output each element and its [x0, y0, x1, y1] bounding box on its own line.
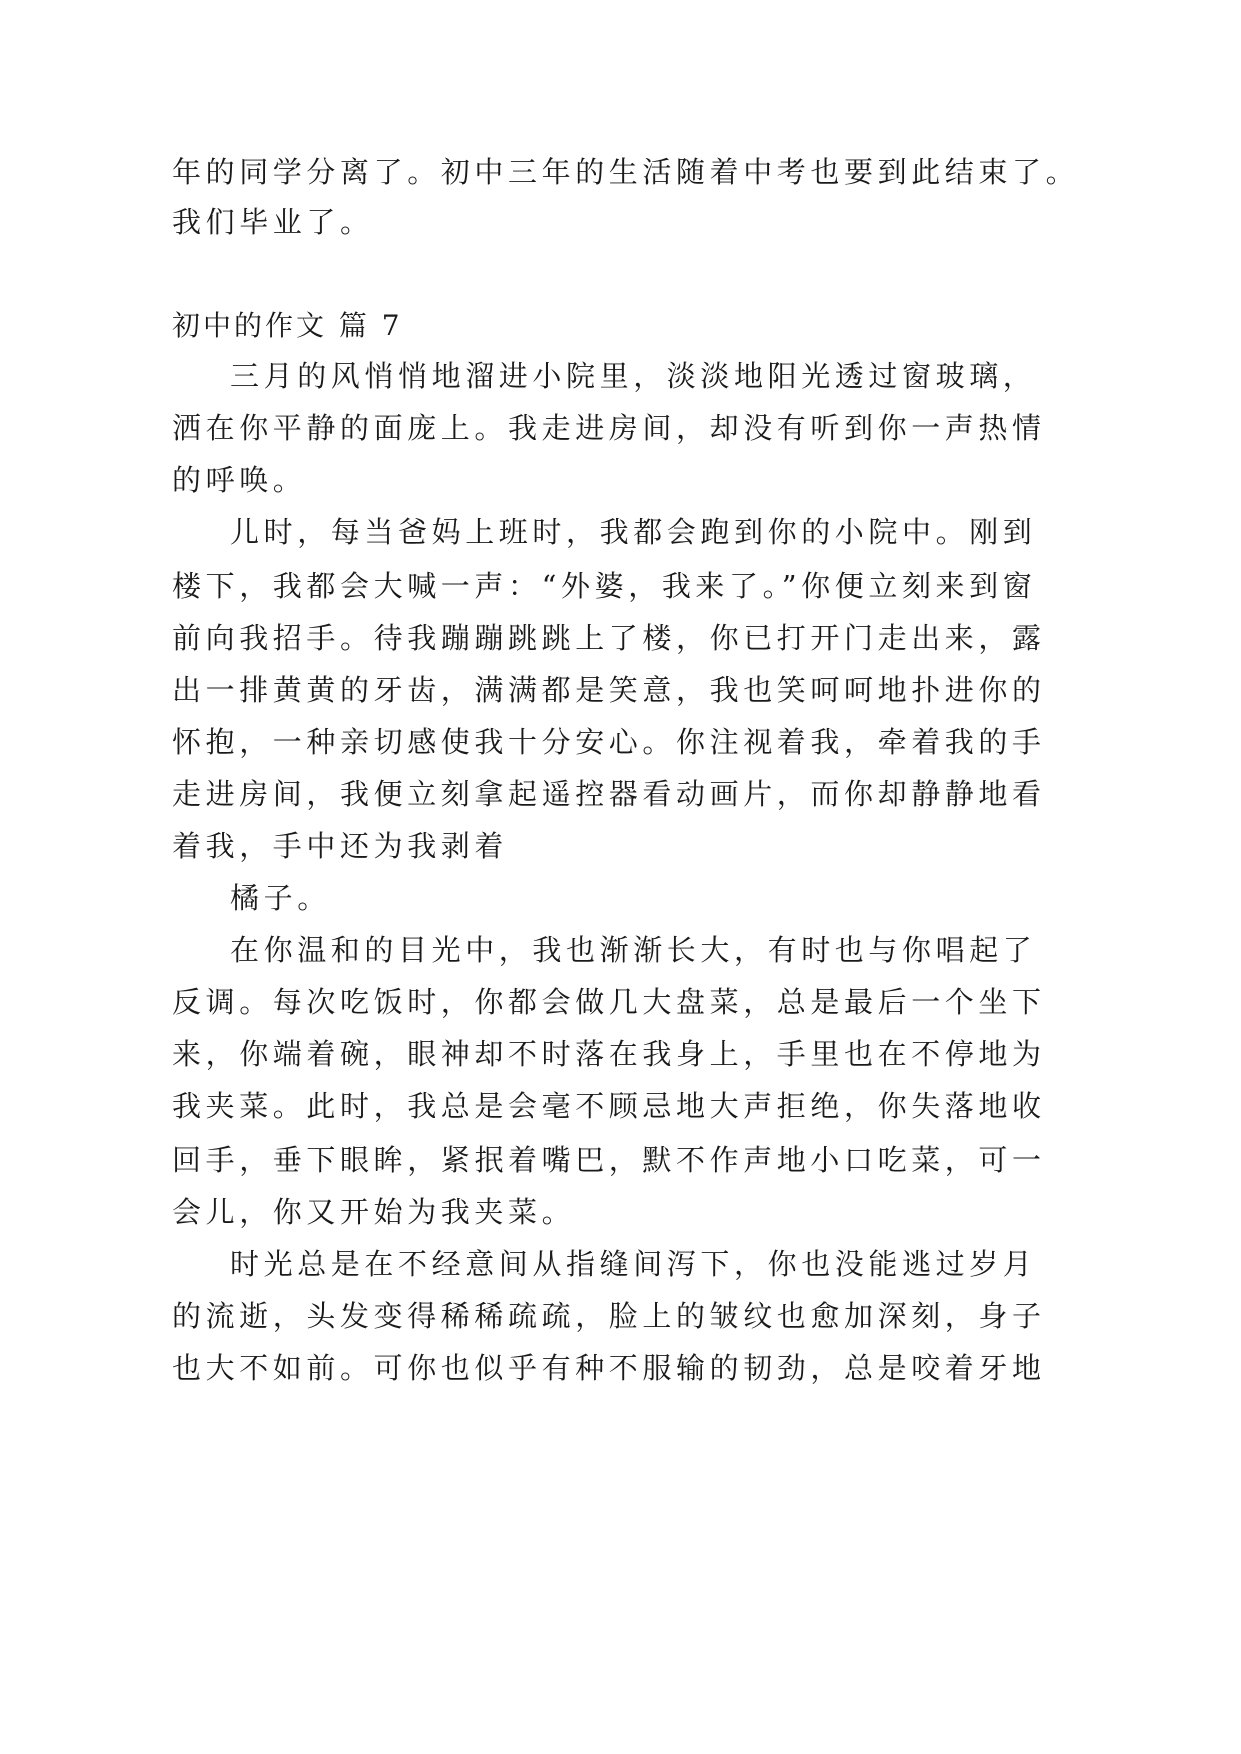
text-line: 会儿，你又开始为我夹菜。	[172, 1195, 576, 1229]
text-line: 三月的风悄悄地溜进小院里，淡淡地阳光透过窗玻璃，	[230, 359, 1037, 393]
text-line: 橘子。	[230, 881, 331, 915]
text-line: 出一排黄黄的牙齿，满满都是笑意，我也笑呵呵地扑进你的	[172, 673, 1046, 707]
text-line: 也大不如前。可你也似乎有种不服输的韧劲，总是咬着牙地	[172, 1351, 1046, 1385]
text-line: 在你温和的目光中，我也渐渐长大，有时也与你唱起了	[230, 933, 1037, 967]
text-line: 儿时，每当爸妈上班时，我都会跑到你的小院中。刚到	[230, 515, 1037, 549]
text-line: 来，你端着碗，眼神却不时落在我身上，手里也在不停地为	[172, 1037, 1046, 1071]
text-line: 洒在你平静的面庞上。我走进房间，却没有听到你一声热情	[172, 411, 1046, 445]
text-line: 我夹菜。此时，我总是会毫不顾忌地大声拒绝，你失落地收	[172, 1089, 1046, 1123]
text-line: 的呼唤。	[172, 463, 307, 497]
text-line: 走进房间，我便立刻拿起遥控器看动画片，而你却静静地看	[172, 777, 1046, 811]
text-line: 的流逝，头发变得稀稀疏疏，脸上的皱纹也愈加深刻，身子	[172, 1299, 1046, 1333]
text-line: 回手，垂下眼眸，紧抿着嘴巴，默不作声地小口吃菜，可一	[172, 1143, 1046, 1177]
section-heading: 初中的作文 篇 7	[172, 309, 403, 342]
text-line: 我们毕业了。	[172, 205, 374, 239]
text-line: 时光总是在不经意间从指缝间泻下，你也没能逃过岁月	[230, 1247, 1037, 1281]
text-line: 楼下，我都会大喊一声：“外婆，我来了。”你便立刻来到窗	[172, 569, 1037, 603]
text-line: 前向我招手。待我蹦蹦跳跳上了楼，你已打开门走出来，露	[172, 621, 1046, 655]
text-line: 怀抱，一种亲切感使我十分安心。你注视着我，牵着我的手	[172, 725, 1046, 759]
text-line: 年的同学分离了。初中三年的生活随着中考也要到此结束了。	[172, 155, 1080, 189]
text-line: 着我，手中还为我剥着	[172, 829, 509, 863]
text-line: 反调。每次吃饭时，你都会做几大盘菜，总是最后一个坐下	[172, 985, 1046, 1019]
